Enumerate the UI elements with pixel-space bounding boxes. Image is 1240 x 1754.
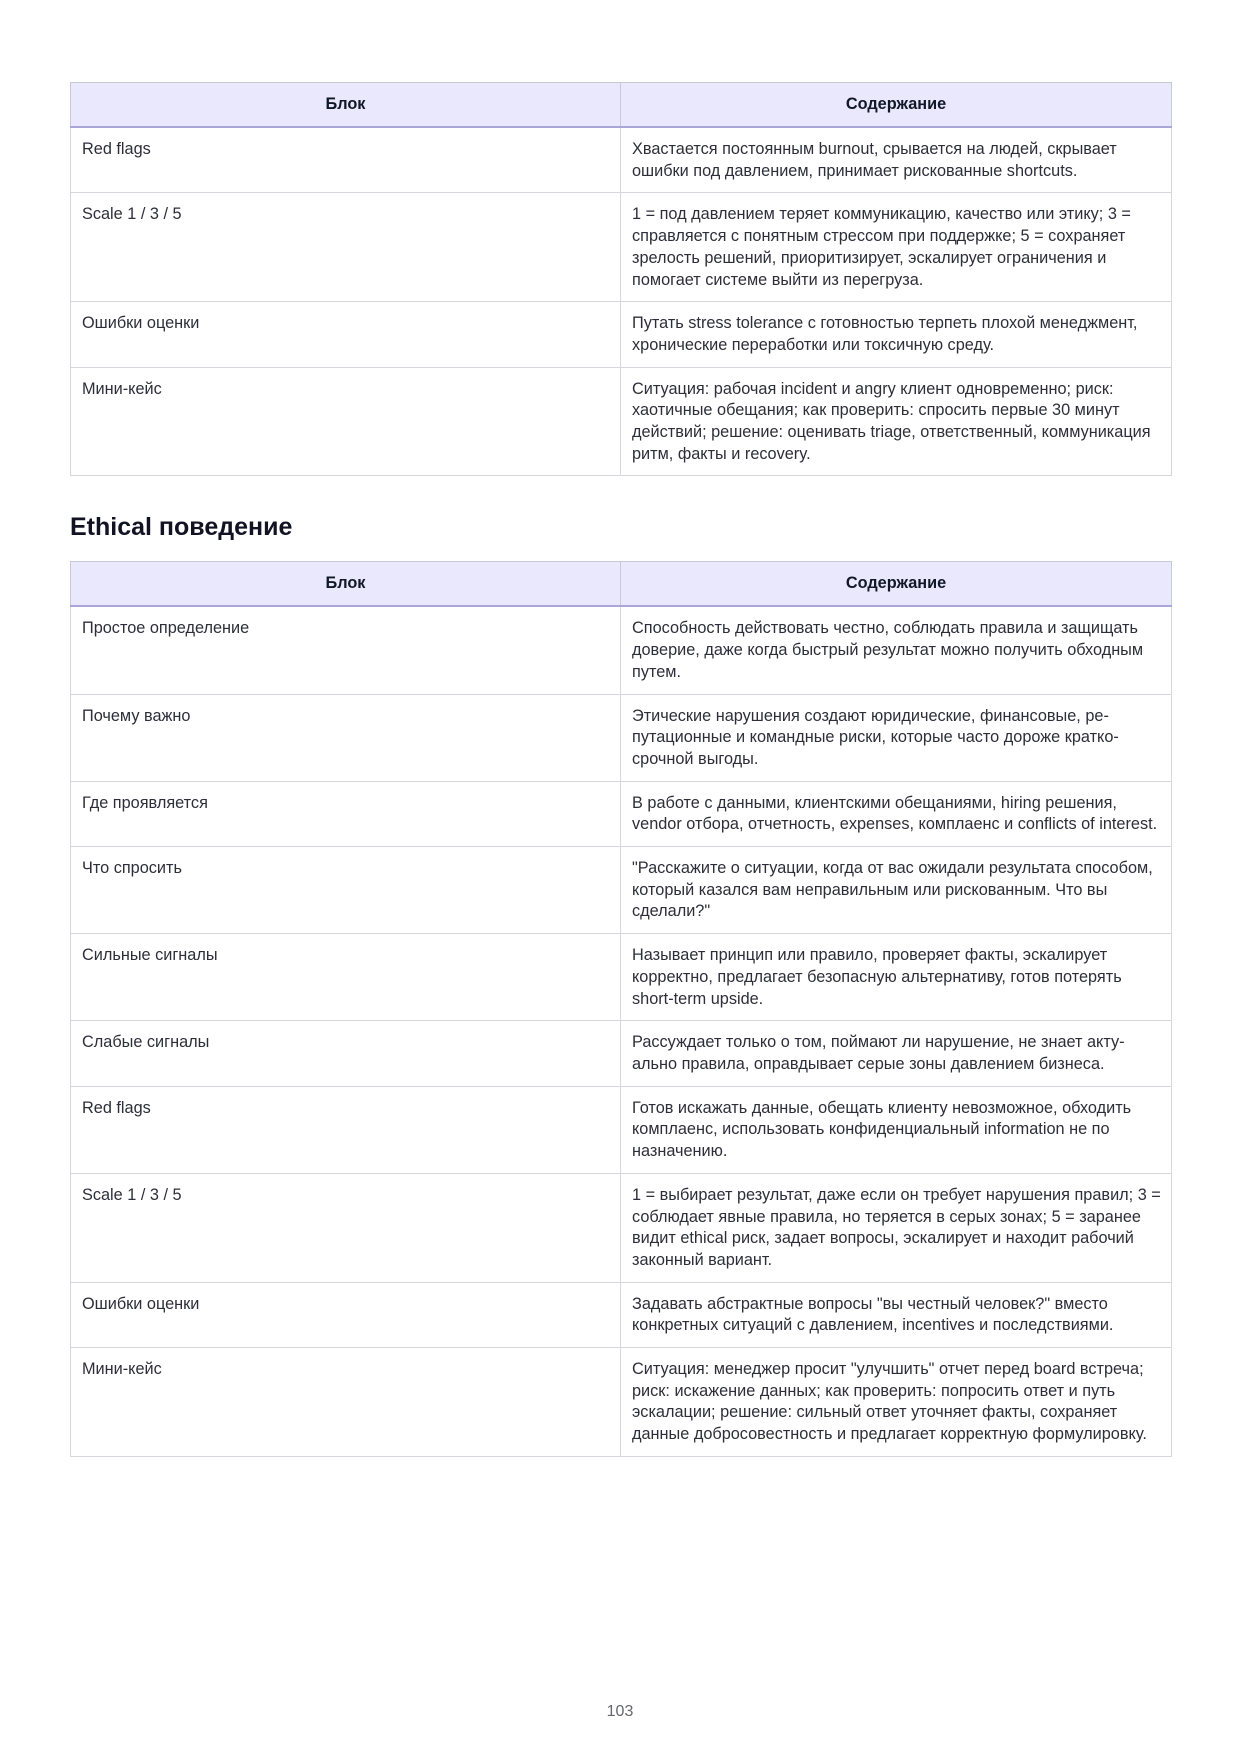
row-label: Мини-кейс: [71, 367, 621, 476]
row-label: Почему важно: [71, 694, 621, 781]
column-header-block: Блок: [71, 562, 621, 607]
table-row: [71, 193, 1172, 302]
table-row: [71, 1021, 1172, 1086]
table-row: [71, 934, 1172, 1021]
column-header-content: Содержание: [621, 562, 1172, 607]
table-row: [71, 367, 1172, 476]
row-content: Путать stress tolerance с готовностью терпеть плохой менеджмент, хронические переработки или токсичную среду.: [621, 302, 1172, 367]
table-row: [71, 1348, 1172, 1457]
page-content: [70, 82, 1171, 1457]
row-content: Готов искажать данные, обещать клиенту невозможное, обходить комплаенс, использовать конфиденциальный information не по назначению.: [621, 1086, 1172, 1173]
row-content: Называет принцип или правило, проверяет факты, эскалирует корректно, предлагает безопасную альтернативу, готов потерять short-term upside.: [621, 934, 1172, 1021]
column-header-block: Блок: [71, 83, 621, 128]
row-label: Мини-кейс: [71, 1348, 621, 1457]
competency-table-stress: [70, 82, 1172, 476]
row-label: Что спросить: [71, 847, 621, 934]
table-header-row: [71, 83, 1172, 128]
table-row: [71, 694, 1172, 781]
row-content: Ситуация: менеджер просит "улучшить" отчет перед board встреча; риск: искажение данных; как проверить: попросить ответ и путь эскалации; решение: сильный ответ уточняет факты, сохраняет данные добросовестность и предлагает корректную формулировку.: [621, 1348, 1172, 1457]
table-row: [71, 606, 1172, 694]
row-label: Слабые сигналы: [71, 1021, 621, 1086]
row-content: Хвастается постоянным burnout, срывается на людей, скрывает ошибки под давлением, принимает рискованные shortcuts.: [621, 127, 1172, 193]
row-label: Сильные сигналы: [71, 934, 621, 1021]
row-content: В работе с данными, клиентскими обещаниями, hiring решения, vendor отбора, отчетность, expenses, комплаенс и conflicts of interest.: [621, 781, 1172, 846]
table-row: [71, 302, 1172, 367]
table-header-row: [71, 562, 1172, 607]
page-number: 103: [606, 1703, 634, 1720]
table-row: [71, 1282, 1172, 1347]
row-label: Ошибки оценки: [71, 302, 621, 367]
section-heading: Ethical поведение: [70, 513, 293, 542]
row-content: Рассуждает только о том, поймают ли нарушение, не знает актуально правила, оправдывает серые зоны давлением бизнеса.: [621, 1021, 1172, 1086]
row-label: Простое определение: [71, 606, 621, 694]
column-header-content: Содержание: [621, 83, 1172, 128]
row-label: Где проявляется: [71, 781, 621, 846]
table-row: [71, 1173, 1172, 1282]
table-row: [71, 1086, 1172, 1173]
table-row: [71, 127, 1172, 193]
row-content: Способность действовать честно, соблюдать правила и защищать доверие, даже когда быстрый результат можно получить обходным путем.: [621, 606, 1172, 694]
row-content: Этические нарушения создают юридические, финансовые, репутационные и командные риски, которые часто дороже краткосрочной выгоды.: [621, 694, 1172, 781]
row-content: Ситуация: рабочая incident и angry клиент одновременно; риск: хаотичные обещания; как проверить: спросить первые 30 минут действий; решение: оценивать triage, ответственный, коммуникация ритм, факты и recovery.: [621, 367, 1172, 476]
row-content: Задавать абстрактные вопросы "вы честный человек?" вместо конкретных ситуаций с давлением, incentives и последствиями.: [621, 1282, 1172, 1347]
row-label: Ошибки оценки: [71, 1282, 621, 1347]
row-content: 1 = выбирает результат, даже если он требует нарушения правил; 3 = соблюдает явные правила, но теряется в серых зонах; 5 = заранее видит ethical риск, задает вопросы, эскалирует и находит рабочий законный вариант.: [621, 1173, 1172, 1282]
row-content: "Расскажите о ситуации, когда от вас ожидали результата способом, который казался вам неправильным или рискованным. Что вы сделали?": [621, 847, 1172, 934]
row-label: Scale 1 / 3 / 5: [71, 193, 621, 302]
row-label: Red flags: [71, 1086, 621, 1173]
row-label: Red flags: [71, 127, 621, 193]
row-content: 1 = под давлением теряет коммуникацию, качество или этику; 3 = справляется с понятным стрессом при поддержке; 5 = сохраняет зрелость решений, приоритизирует, эскалирует ограничения и помогает системе выйти из перегруза.: [621, 193, 1172, 302]
competency-table-ethical: [70, 561, 1172, 1456]
row-label: Scale 1 / 3 / 5: [71, 1173, 621, 1282]
table-row: [71, 847, 1172, 934]
table-row: [71, 781, 1172, 846]
